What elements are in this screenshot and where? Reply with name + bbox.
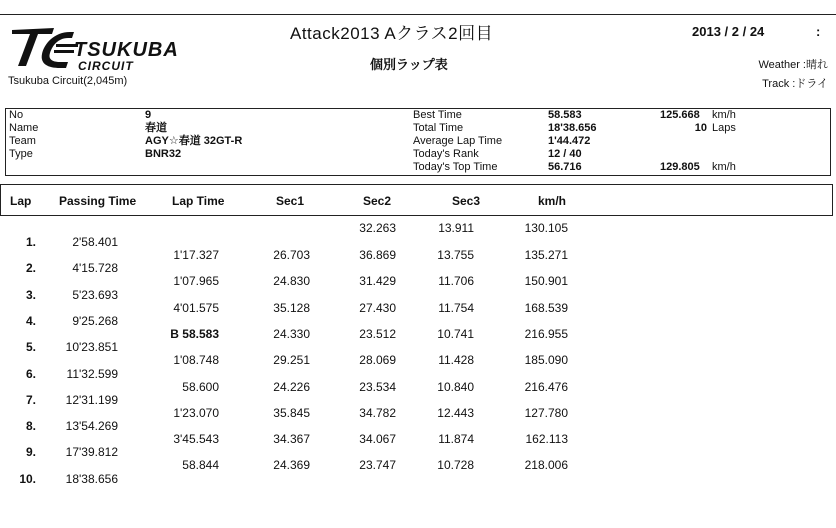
passing-time: 4'15.728 — [72, 261, 118, 275]
lap-time: 58.844 — [182, 458, 219, 472]
value-avg-lap: 1'44.472 — [548, 135, 591, 147]
label-type: Type — [9, 148, 33, 160]
passing-time: 2'58.401 — [72, 235, 118, 249]
page-title: Attack2013 Aクラス2回目 — [290, 24, 494, 43]
sec1-time: 34.367 — [273, 432, 310, 446]
col-header-sec3: Sec3 — [452, 194, 481, 208]
label-name: Name — [9, 122, 39, 134]
passing-time: 17'39.812 — [65, 445, 118, 459]
value-type: BNR32 — [145, 148, 182, 160]
lap-time: 1'08.748 — [173, 353, 219, 367]
speed-kmh: 216.476 — [524, 380, 568, 394]
sec3-time: 11.428 — [438, 353, 474, 367]
sec1-time: 24.226 — [273, 380, 310, 394]
col-header-sec2: Sec2 — [363, 194, 392, 208]
speed-kmh: 185.090 — [524, 353, 568, 367]
col-header-kmh: km/h — [538, 194, 567, 208]
sec3-time: 11.754 — [438, 301, 474, 315]
passing-time: 9'25.268 — [72, 314, 118, 328]
lap-number: 5. — [25, 340, 36, 354]
laps-label: Laps — [712, 122, 736, 134]
page-subtitle: 個別ラップ表 — [370, 57, 448, 72]
sec3-time: 11.706 — [438, 274, 474, 288]
lap-number: 6. — [25, 367, 36, 381]
label-no: No — [9, 109, 24, 121]
label-top-time: Today's Top Time — [413, 161, 498, 173]
sec2-time: 34.067 — [359, 432, 396, 446]
lap-number: 9. — [25, 445, 36, 459]
lap-time: 1'23.070 — [173, 406, 219, 420]
value-rank: 12 / 40 — [548, 148, 582, 160]
first-sec3: 13.911 — [438, 221, 474, 235]
value-team: AGY☆春道 32GT-R — [145, 135, 243, 147]
speed-kmh: 216.955 — [524, 327, 568, 341]
sec3-time: 11.874 — [438, 432, 474, 446]
lap-number: 10. — [19, 472, 36, 486]
sec2-time: 31.429 — [359, 274, 396, 288]
sec1-time: 24.330 — [273, 327, 310, 341]
value-top-speed: 129.805 — [660, 161, 700, 173]
lap-time: 3'45.543 — [173, 432, 219, 446]
first-kmh: 130.105 — [524, 221, 568, 235]
lap-time: 4'01.575 — [173, 301, 219, 315]
speed-kmh: 168.539 — [524, 301, 568, 315]
value-best-speed: 125.668 — [660, 109, 700, 121]
passing-time: 11'32.599 — [66, 367, 118, 381]
tsukuba-circuit-logo — [8, 22, 198, 74]
value-no: 9 — [145, 109, 152, 121]
value-best-time: 58.583 — [548, 109, 582, 121]
sec2-time: 34.782 — [359, 406, 396, 420]
time-separator: : — [816, 24, 821, 39]
lap-number: 4. — [25, 314, 36, 328]
label-avg-lap: Average Lap Time — [413, 135, 503, 147]
passing-time: 13'54.269 — [65, 419, 118, 433]
speed-kmh: 135.271 — [524, 248, 568, 262]
sec2-time: 36.869 — [359, 248, 396, 262]
value-name: 春道 — [145, 122, 167, 134]
lap-time: 58.600 — [182, 380, 219, 394]
label-best-time: Best Time — [413, 109, 462, 121]
sec2-time: 23.534 — [359, 380, 396, 394]
sec3-time: 12.443 — [437, 406, 474, 420]
sec2-time: 27.430 — [359, 301, 396, 315]
col-header-passing-time: Passing Time — [59, 194, 137, 208]
svg-text:TSUKUBA: TSUKUBA — [74, 39, 179, 61]
header-rule — [0, 14, 836, 15]
value-total-time: 18'38.656 — [548, 122, 597, 134]
lap-time: B 58.583 — [170, 327, 219, 341]
sec3-time: 10.840 — [437, 380, 474, 394]
weather-info: Weather :晴れ — [758, 59, 828, 71]
lap-number: 7. — [25, 393, 36, 407]
sec2-time: 23.512 — [359, 327, 396, 341]
sec1-time: 24.369 — [273, 458, 310, 472]
event-date: 2013 / 2 / 24 — [692, 24, 765, 39]
passing-time: 12'31.199 — [65, 393, 118, 407]
lap-number: 3. — [25, 288, 36, 302]
sec3-time: 10.741 — [437, 327, 474, 341]
lap-number: 1. — [25, 235, 36, 249]
passing-time: 18'38.656 — [65, 472, 118, 486]
circuit-label: Tsukuba Circuit(2,045m) — [8, 75, 128, 87]
track-info: Track :ドライ — [762, 78, 828, 90]
label-rank: Today's Rank — [413, 148, 479, 160]
sec3-time: 13.755 — [437, 248, 474, 262]
passing-time: 5'23.693 — [72, 288, 118, 302]
lap-time: 1'17.327 — [173, 248, 219, 262]
lap-time: 1'07.965 — [173, 274, 219, 288]
value-lap-count: 10 — [694, 122, 707, 134]
label-team: Team — [9, 135, 36, 147]
sec3-time: 10.728 — [437, 458, 474, 472]
sec1-time: 24.830 — [273, 274, 310, 288]
speed-kmh: 218.006 — [524, 458, 568, 472]
label-total-time: Total Time — [413, 122, 464, 134]
speed-kmh: 127.780 — [524, 406, 568, 420]
sec1-time: 29.251 — [273, 353, 310, 367]
lap-number: 8. — [25, 419, 36, 433]
sec1-time: 35.845 — [273, 406, 310, 420]
speed-kmh: 150.901 — [524, 274, 568, 288]
passing-time: 10'23.851 — [65, 340, 118, 354]
col-header-lap-time: Lap Time — [172, 194, 225, 208]
lap-number: 2. — [25, 261, 36, 275]
col-header-lap: Lap — [10, 194, 32, 208]
logo-mark-icon — [8, 22, 198, 74]
top-speed-unit: km/h — [712, 161, 736, 173]
value-top-time: 56.716 — [548, 161, 582, 173]
first-sec2: 32.263 — [359, 221, 396, 235]
svg-text:CIRCUIT: CIRCUIT — [78, 59, 134, 73]
sec2-time: 23.747 — [359, 458, 396, 472]
sec2-time: 28.069 — [359, 353, 396, 367]
col-header-sec1: Sec1 — [276, 194, 305, 208]
speed-kmh: 162.113 — [525, 432, 568, 446]
sec1-time: 26.703 — [273, 248, 310, 262]
sec1-time: 35.128 — [273, 301, 310, 315]
best-speed-unit: km/h — [712, 109, 736, 121]
